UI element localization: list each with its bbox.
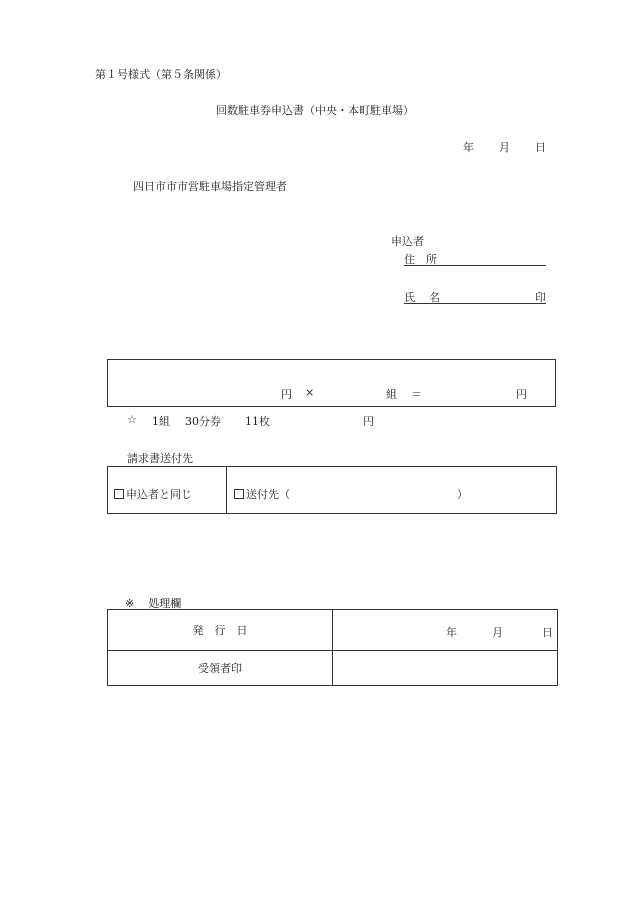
option-other-close-paren: ） [457,488,468,501]
table-row [108,610,558,651]
date-year-label: 年 [463,141,474,154]
processing-label-text: 処理欄 [148,597,182,610]
receiver-seal-cell[interactable] [333,651,558,686]
note-sheet-count: 11枚 [245,415,270,428]
issue-day-label: 日 [542,626,553,639]
calculation-box[interactable] [107,359,556,407]
address-label-1: 住 [404,253,415,266]
star-icon: ☆ [127,413,137,426]
issue-date-label-cell [108,610,333,651]
issue-date-fields [446,624,553,640]
option-other-destination[interactable] [234,486,290,502]
name-label-2: 名 [429,291,440,304]
note-set: 1組 [152,415,170,428]
form-number: 第１号様式（第５条関係） [95,68,227,81]
note-ticket-type: 30分券 [185,415,221,428]
applicant-label: 申込者 [391,235,424,248]
address-field[interactable] [404,251,546,266]
name-field[interactable] [404,289,546,304]
form-title: 回数駐車券申込書（中央・本町駐車場） [216,104,414,117]
issue-date-label: 発 行 日 [192,624,248,637]
application-date [463,139,546,155]
receiver-seal-label-cell [108,651,333,686]
option-same-label: 申込者と同じ [126,488,192,501]
checkbox-icon[interactable] [114,489,124,499]
reference-mark-icon: ※ [125,597,135,610]
billing-divider [226,467,227,513]
issue-date-cell[interactable] [333,610,558,651]
calc-equals-sign: ＝ [411,388,422,401]
receiver-seal-label: 受領者印 [198,662,242,675]
issue-month-label: 月 [492,626,503,639]
note-price-unit: 円 [363,415,374,428]
addressee: 四日市市市営駐車場指定管理者 [133,180,287,193]
billing-box [107,466,557,514]
calc-unit-yen: 円 [281,388,292,401]
option-other-label: 送付先（ [246,488,290,501]
table-row [108,651,558,686]
seal-mark: 印 [535,291,546,304]
processing-table [107,609,558,686]
option-same-as-applicant[interactable] [114,486,192,502]
billing-label: 請求書送付先 [127,452,193,465]
name-label-1: 氏 [404,291,415,304]
date-day-label: 日 [535,141,546,154]
address-label-2: 所 [426,253,437,266]
calc-times-sign: × [305,386,315,399]
date-month-label: 月 [499,141,510,154]
calc-set-unit: 組 [386,388,397,401]
checkbox-icon[interactable] [234,489,244,499]
calc-total-yen: 円 [516,388,527,401]
issue-year-label: 年 [446,626,457,639]
